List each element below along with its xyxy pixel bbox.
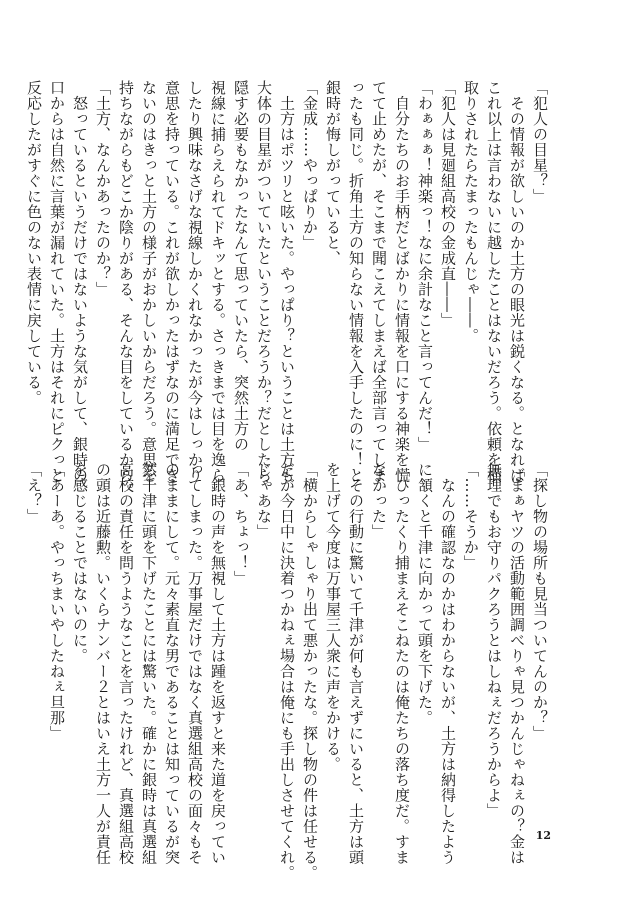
text-line: これ以上は言わないに越したことはないだろう。依頼を横 xyxy=(485,80,503,483)
text-line: 然千津に頭を下げたことには驚いた。確かに銀時は真選組 xyxy=(140,462,158,865)
text-line: のままにして。元々素直な男であることは知っているが突 xyxy=(163,462,181,865)
text-block-upper xyxy=(25,80,551,499)
text-line: 視線に捕らえられてドキッとする。さっきまでは目を逸ら xyxy=(209,80,227,483)
text-line: だが今日中に決着つかねぇ場合は俺にも手出しさせてくれ。 xyxy=(278,462,296,881)
text-line: 銀時が悔しがっていると、 xyxy=(324,80,342,266)
text-line: 「まぁヤツの活動範囲調べりゃ見つかんじゃねぇの？金は xyxy=(508,462,526,865)
text-line: したり興味なさげな視線しかくれなかったが今はしっかり xyxy=(186,80,204,483)
text-line: 反応したがすぐに色のない表情に戻している。 xyxy=(25,80,43,406)
text-line: 「犯人の目星？」 xyxy=(531,80,549,204)
text-line: 持ちながらもどこか陰りがある、そんな目をしているから。 xyxy=(117,80,135,499)
text-line: 「横からしゃしゃり出て悪かったな。探し物の件は任せる。 xyxy=(301,462,319,881)
text-line: を上げて今度は万事屋三人衆に声をかける。 xyxy=(324,462,342,772)
text-line: なかった」 xyxy=(370,462,388,540)
text-line: その行動に驚いて千津が何も言えずにいると、土方は頭 xyxy=(347,462,365,865)
text-line: 「え？」 xyxy=(25,462,43,524)
text-line: ってしまった。万事屋だけではなく真選組高校の面々もそ xyxy=(186,462,204,865)
text-line: 怒っているというだけではないような気がして、銀時の xyxy=(71,80,89,483)
text-line: 高校の責任を問うようなことを言ったけれど、真選組高校 xyxy=(117,462,135,865)
text-line: 「わぁぁぁ！神楽っ！なに余計なこと言ってんだ！」 xyxy=(416,80,434,452)
text-line: の頭は近藤勲。いくらナンバー２とはいえ土方一人が責任 xyxy=(94,462,112,865)
text-line: 「犯人は見廻組高校の金成直――」 xyxy=(439,80,457,328)
text-line: 「……そうか」 xyxy=(462,462,480,571)
text-line: 口からは自然に言葉が漏れていた。土方はそれにピクっと xyxy=(48,80,66,483)
text-line: なんの確認なのかはわからないが、土方は納得したよう xyxy=(439,462,457,865)
text-line: 「ひったくり捕まえそこねたのは俺たちの落ち度だ。すま xyxy=(393,462,411,865)
text-line: 「探し物の場所も見当ついてんのか？」 xyxy=(531,462,549,741)
text-line: 「あーあ。やっちまいやしたねぇ旦那」 xyxy=(48,462,66,741)
text-line: 自分たちのお手柄だとばかりに情報を口にする神楽を慌 xyxy=(393,80,411,483)
text-line: 「金成……やっぱりか」 xyxy=(301,80,319,251)
text-line: 「あ、ちょっ！」 xyxy=(232,462,250,586)
page-number: 12 xyxy=(535,829,551,842)
text-line: 隠す必要もなかったなんて思っていたら、突然土方の xyxy=(232,80,250,452)
text-line: じゃあな」 xyxy=(255,462,273,540)
text-line: 土方はポツリと呟いた。やっぱり？ということは土方も xyxy=(278,80,296,483)
text-line: 「土方、なんかあったのか？」 xyxy=(94,80,112,297)
text-line: 大体の目星がついていたということだろうか？だとしたら xyxy=(255,80,273,483)
text-line: てて止めたが、そこまで聞こえてしまえば全部言ってしま xyxy=(370,80,388,483)
text-line: 無理でもお守りパクろうとはしねぇだろうからよ」 xyxy=(485,462,503,819)
text-line: を感じることではないのに。 xyxy=(71,462,89,664)
text-line: に頷くと千津に向かって頭を下げた。 xyxy=(416,462,434,726)
text-line: ったも同じ。折角土方の知らない情報を入手したのに！と xyxy=(347,80,365,483)
text-line: 銀時の声を無視して土方は踵を返すと来た道を戻ってい xyxy=(209,462,227,865)
text-line: ないのはきっと土方の様子がおかしいからだろう。意思を xyxy=(140,80,158,483)
text-line: 取りされたらたまったもんじゃ――。 xyxy=(462,80,480,344)
text-line: その情報が欲しいのか土方の眼光は鋭くなる。となれば xyxy=(508,80,526,483)
text-line: 意思を持っている。これが欲しかったはずなのに満足でき xyxy=(163,80,181,483)
